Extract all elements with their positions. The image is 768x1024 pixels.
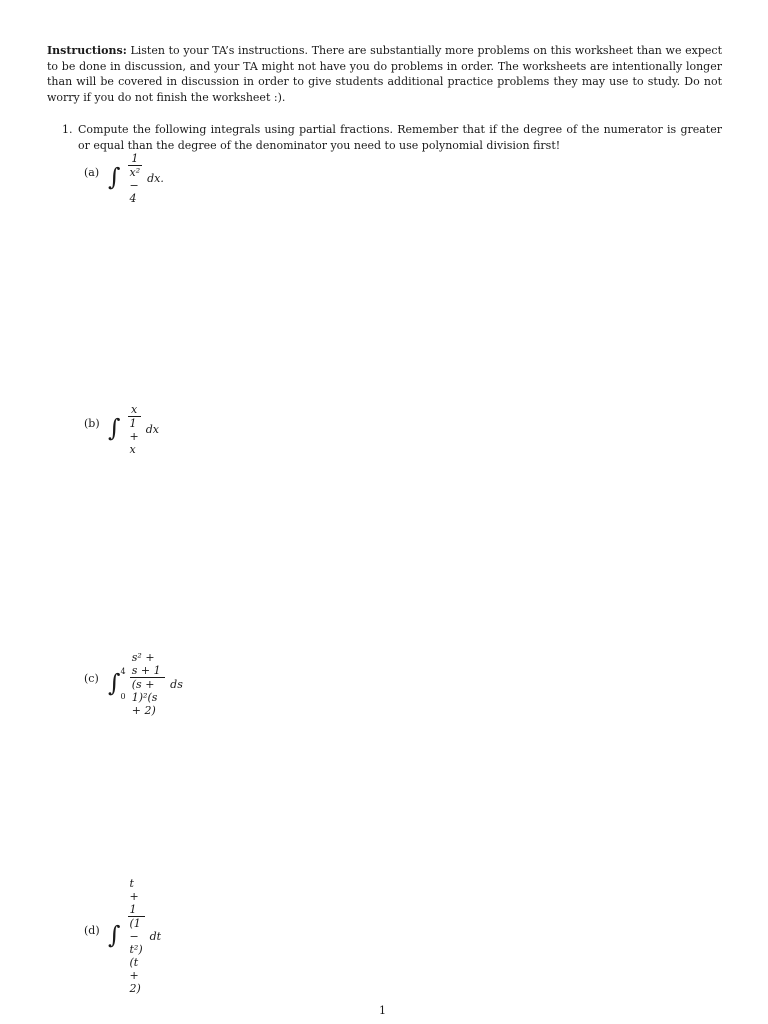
numerator: s² + s + 1 xyxy=(131,651,161,677)
lower-bound: 0 xyxy=(120,692,126,701)
instructions-heading: Instructions: xyxy=(47,44,127,57)
differential: dx xyxy=(145,422,159,436)
numerator: t + 1 xyxy=(129,877,139,916)
part-c-label: (c) xyxy=(84,672,99,685)
part-a-integral xyxy=(108,151,164,205)
part-c-integral xyxy=(108,651,183,717)
page-number: 1 xyxy=(379,1004,386,1017)
differential: dx. xyxy=(147,171,164,185)
integral-sign: ∫ xyxy=(108,921,121,949)
integral-bounds xyxy=(121,667,125,701)
instructions-body: Listen to your TA’s instructions. There are substantially more problems on this worksheet than we expect to be done in discussion, and your TA might not have you do problems in order. The worksheets are intentionally longer than will be covered in discussion in order to give students additional practice problems they may use to study. Do not worry if you do not finish the worksheet :). xyxy=(47,44,723,104)
differential: dt xyxy=(149,929,162,943)
upper-bound: 4 xyxy=(120,667,126,676)
problem-1 xyxy=(62,122,722,153)
fraction xyxy=(128,877,145,995)
numerator: 1 xyxy=(131,151,139,165)
part-b-integral xyxy=(108,402,159,456)
problem-number: 1. xyxy=(62,123,73,136)
fraction xyxy=(128,152,143,205)
fraction xyxy=(130,651,165,717)
integral-sign: ∫ xyxy=(108,669,121,697)
part-a-label: (a) xyxy=(84,166,100,179)
integral-sign: ∫ xyxy=(108,163,121,191)
problem-statement: Compute the following integrals using partial fractions. Remember that if the degree of the numerator is greater or equal than the degree of the denominator you need to use polynomial division first! xyxy=(78,123,722,152)
instructions-paragraph xyxy=(47,43,722,105)
part-b-label: (b) xyxy=(84,417,100,430)
denominator: (1 − t²)(t + 2) xyxy=(129,917,143,995)
integral-sign: ∫ xyxy=(108,414,121,442)
denominator: x² − 4 xyxy=(129,165,141,205)
part-d-integral xyxy=(108,877,162,995)
denominator: (s + 1)²(s + 2) xyxy=(130,677,165,717)
part-d-label: (d) xyxy=(84,924,100,937)
differential: ds xyxy=(170,677,183,691)
denominator: 1 + x xyxy=(129,416,139,456)
numerator: x xyxy=(131,402,138,416)
fraction xyxy=(128,403,141,456)
